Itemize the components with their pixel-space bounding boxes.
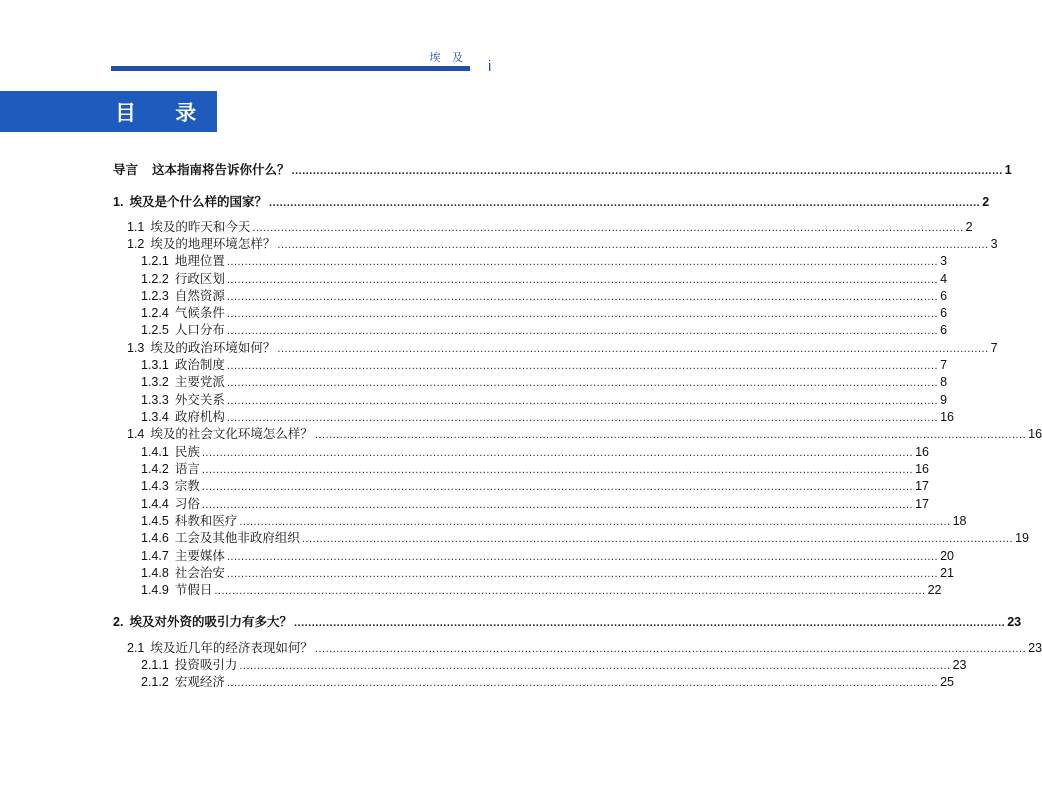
- dot-leader: ........................................................................................................................................................................................................: [268, 197, 981, 209]
- page-number: i: [488, 58, 492, 75]
- toc-entry[interactable]: [113, 614, 1022, 630]
- dot-leader: ........................................................................................................................................................................................................: [201, 481, 914, 493]
- toc-entry-title: 政府机构: [174, 409, 225, 424]
- toc-entry-page: 17: [915, 479, 929, 493]
- toc-entry-number: 1.4.7: [141, 549, 169, 563]
- toc-entry-title: 埃及对外资的吸引力有多大？: [129, 614, 292, 629]
- toc-entry-page: 9: [940, 393, 948, 407]
- toc-entry-page: 6: [940, 289, 948, 303]
- toc-entry[interactable]: [141, 513, 967, 529]
- toc-entry-number: 1.4.4: [141, 497, 169, 511]
- dot-leader: ........................................................................................................................................................................................................: [252, 222, 964, 234]
- toc-banner: [0, 91, 217, 132]
- toc-entry-page: 22: [927, 583, 942, 597]
- toc-entry-title: 地理位置: [174, 253, 225, 268]
- dot-leader: ........................................................................................................................................................................................................: [226, 256, 939, 268]
- toc-entry-number: 1.: [113, 195, 124, 209]
- toc-entry[interactable]: [141, 674, 954, 690]
- toc-entry-title: 埃及的地理环境怎样？: [150, 236, 276, 251]
- toc-entry[interactable]: [127, 426, 1042, 442]
- toc-entry[interactable]: [127, 236, 998, 252]
- toc-entry-title: 气候条件: [174, 305, 225, 320]
- toc-entry[interactable]: [127, 219, 973, 235]
- toc-entry-number: 1.2.3: [141, 289, 169, 303]
- toc-entry[interactable]: [141, 657, 967, 673]
- toc-entry-number: 1.4.5: [141, 514, 169, 528]
- dot-leader: ........................................................................................................................................................................................................: [314, 429, 1027, 441]
- toc-entry-number: 1.1: [127, 220, 145, 234]
- toc-entry-page: 18: [952, 514, 967, 528]
- toc-entry-page: 1: [1004, 163, 1012, 177]
- dot-leader: ........................................................................................................................................................................................................: [239, 660, 951, 672]
- toc-entry-page: 6: [940, 306, 948, 320]
- dot-leader: ........................................................................................................................................................................................................: [226, 360, 939, 372]
- toc-entry-page: 23: [1007, 615, 1022, 629]
- toc-entry-title: 工会及其他非政府组织: [174, 530, 300, 545]
- dot-leader: ........................................................................................................................................................................................................: [277, 239, 989, 251]
- dot-leader: ........................................................................................................................................................................................................: [226, 291, 939, 303]
- toc-entry-title: 自然资源: [174, 288, 225, 303]
- toc-entry-page: 16: [915, 462, 929, 476]
- dot-leader: ........................................................................................................................................................................................................: [226, 551, 939, 563]
- toc-entry-page: 17: [915, 497, 929, 511]
- toc-entry-title: 民族: [174, 444, 200, 459]
- toc-entry-number: 2.1.1: [141, 658, 169, 672]
- toc-entry-page: 16: [1028, 427, 1042, 441]
- toc-entry-title: 埃及近几年的经济表现如何？: [150, 640, 313, 655]
- dot-leader: ........................................................................................................................................................................................................: [226, 395, 939, 407]
- toc-entry-page: 8: [940, 375, 948, 389]
- toc-entry-page: 7: [940, 358, 948, 372]
- toc-entry-title: 习俗: [174, 496, 200, 511]
- toc-entry-page: 23: [952, 658, 967, 672]
- toc-entry-title: 埃及的社会文化环境怎么样？: [150, 426, 313, 441]
- toc-entry[interactable]: [141, 322, 948, 338]
- dot-leader: ........................................................................................................................................................................................................: [226, 377, 939, 389]
- toc-entry[interactable]: [141, 271, 948, 287]
- toc-entry-number: 1.3.1: [141, 358, 169, 372]
- toc-entry-page: 16: [915, 445, 929, 459]
- toc-entry-page: 23: [1028, 641, 1042, 655]
- toc-entry-page: 2: [965, 220, 973, 234]
- dot-leader: ........................................................................................................................................................................................................: [214, 585, 926, 597]
- dot-leader: ........................................................................................................................................................................................................: [226, 308, 939, 320]
- toc-entry-page: 2: [982, 195, 990, 209]
- toc-entry-number: 导言: [113, 163, 139, 177]
- toc-entry-page: 16: [940, 410, 954, 424]
- toc-entry[interactable]: [141, 496, 929, 512]
- dot-leader: ........................................................................................................................................................................................................: [226, 274, 939, 286]
- toc-entry-title: 主要媒体: [174, 548, 225, 563]
- dot-leader: ........................................................................................................................................................................................................: [226, 325, 939, 337]
- toc-entry[interactable]: [127, 640, 1042, 656]
- toc-entry-title: 科教和医疗: [174, 513, 238, 528]
- toc-entry-number: 2.: [113, 615, 124, 629]
- toc-entry[interactable]: [141, 392, 948, 408]
- toc-entry-page: 7: [990, 341, 998, 355]
- toc-entry-number: 1.2.5: [141, 323, 169, 337]
- toc-entry-title: 外交关系: [174, 392, 225, 407]
- toc-entry-number: 1.2.1: [141, 254, 169, 268]
- toc-entry[interactable]: [141, 409, 954, 425]
- dot-leader: ........................................................................................................................................................................................................: [201, 499, 914, 511]
- toc-entry-number: 1.2.4: [141, 306, 169, 320]
- toc-entry-number: 1.4.1: [141, 445, 169, 459]
- toc-entry-page: 3: [940, 254, 948, 268]
- toc-entry[interactable]: [141, 548, 954, 564]
- toc-entry[interactable]: [141, 530, 1029, 546]
- toc-entry-page: 6: [940, 323, 948, 337]
- header-rule: [111, 66, 470, 71]
- dot-leader: ........................................................................................................................................................................................................: [239, 516, 951, 528]
- dot-leader: ........................................................................................................................................................................................................: [226, 412, 939, 424]
- dot-leader: ........................................................................................................................................................................................................: [293, 617, 1006, 629]
- toc-entry-number: 1.4: [127, 427, 145, 441]
- toc-entry-title: 行政区划: [174, 271, 225, 286]
- toc-entry-number: 1.4.2: [141, 462, 169, 476]
- toc-entry-number: 1.2.2: [141, 272, 169, 286]
- toc-entry-title: 宏观经济: [174, 674, 225, 689]
- toc-entry-page: 20: [940, 549, 954, 563]
- toc-entry-title: 社会治安: [174, 565, 225, 580]
- toc-entry-title: 埃及的政治环境如何？: [150, 340, 276, 355]
- toc-entry-title: 人口分布: [174, 322, 225, 337]
- toc-entry-number: 1.4.3: [141, 479, 169, 493]
- dot-leader: ........................................................................................................................................................................................................: [201, 447, 914, 459]
- toc-entry-page: 25: [940, 675, 954, 689]
- dot-leader: ........................................................................................................................................................................................................: [314, 643, 1027, 655]
- dot-leader: ........................................................................................................................................................................................................: [291, 165, 1003, 177]
- toc-entry[interactable]: [141, 461, 929, 477]
- toc-entry[interactable]: [141, 288, 948, 304]
- toc-entry-number: 1.4.6: [141, 531, 169, 545]
- toc-entry-number: 2.1: [127, 641, 145, 655]
- toc-entry[interactable]: [141, 357, 948, 373]
- toc-entry-title: 节假日: [174, 582, 213, 597]
- toc-entry[interactable]: [113, 194, 990, 210]
- toc-entry-title: 投资吸引力: [174, 657, 238, 672]
- toc-entry-number: 2.1.2: [141, 675, 169, 689]
- running-head: 埃 及: [429, 51, 467, 64]
- dot-leader: ........................................................................................................................................................................................................: [277, 343, 989, 355]
- toc-entry[interactable]: [141, 444, 929, 460]
- toc-entry-number: 1.4.8: [141, 566, 169, 580]
- dot-leader: ........................................................................................................................................................................................................: [301, 533, 1014, 545]
- toc-entry[interactable]: [127, 340, 998, 356]
- toc-entry-page: 3: [990, 237, 998, 251]
- toc-heading: 目 录: [115, 100, 213, 125]
- toc-entry-title: 政治制度: [174, 357, 225, 372]
- toc-entry-title: 主要党派: [174, 374, 225, 389]
- toc-entry-number: 1.3: [127, 341, 145, 355]
- toc-entry-number: 1.3.4: [141, 410, 169, 424]
- toc-entry[interactable]: [141, 478, 929, 494]
- toc-entry[interactable]: [141, 565, 954, 581]
- toc-entry[interactable]: [141, 305, 948, 321]
- toc-entry-title: 宗教: [174, 478, 200, 493]
- dot-leader: ........................................................................................................................................................................................................: [226, 677, 939, 689]
- toc-entry[interactable]: [113, 162, 1012, 178]
- toc-entry-number: 1.4.9: [141, 583, 169, 597]
- toc-entry-title: 埃及是个什么样的国家？: [129, 194, 267, 209]
- toc-entry-title: 埃及的昨天和今天: [150, 219, 251, 234]
- toc-entry-page: 19: [1015, 531, 1029, 545]
- toc-entry-title: 这本指南将告诉你什么？: [152, 162, 290, 177]
- toc-entry-number: 1.2: [127, 237, 145, 251]
- toc-entry[interactable]: [141, 374, 948, 390]
- toc-entry[interactable]: [141, 253, 948, 269]
- toc-entry-page: 4: [940, 272, 948, 286]
- dot-leader: ........................................................................................................................................................................................................: [201, 464, 914, 476]
- toc-entry-title: 语言: [174, 461, 200, 476]
- toc-entry-number: 1.3.3: [141, 393, 169, 407]
- toc-entry-page: 21: [940, 566, 954, 580]
- dot-leader: ........................................................................................................................................................................................................: [226, 568, 939, 580]
- toc-entry[interactable]: [141, 582, 942, 598]
- toc-entry-number: 1.3.2: [141, 375, 169, 389]
